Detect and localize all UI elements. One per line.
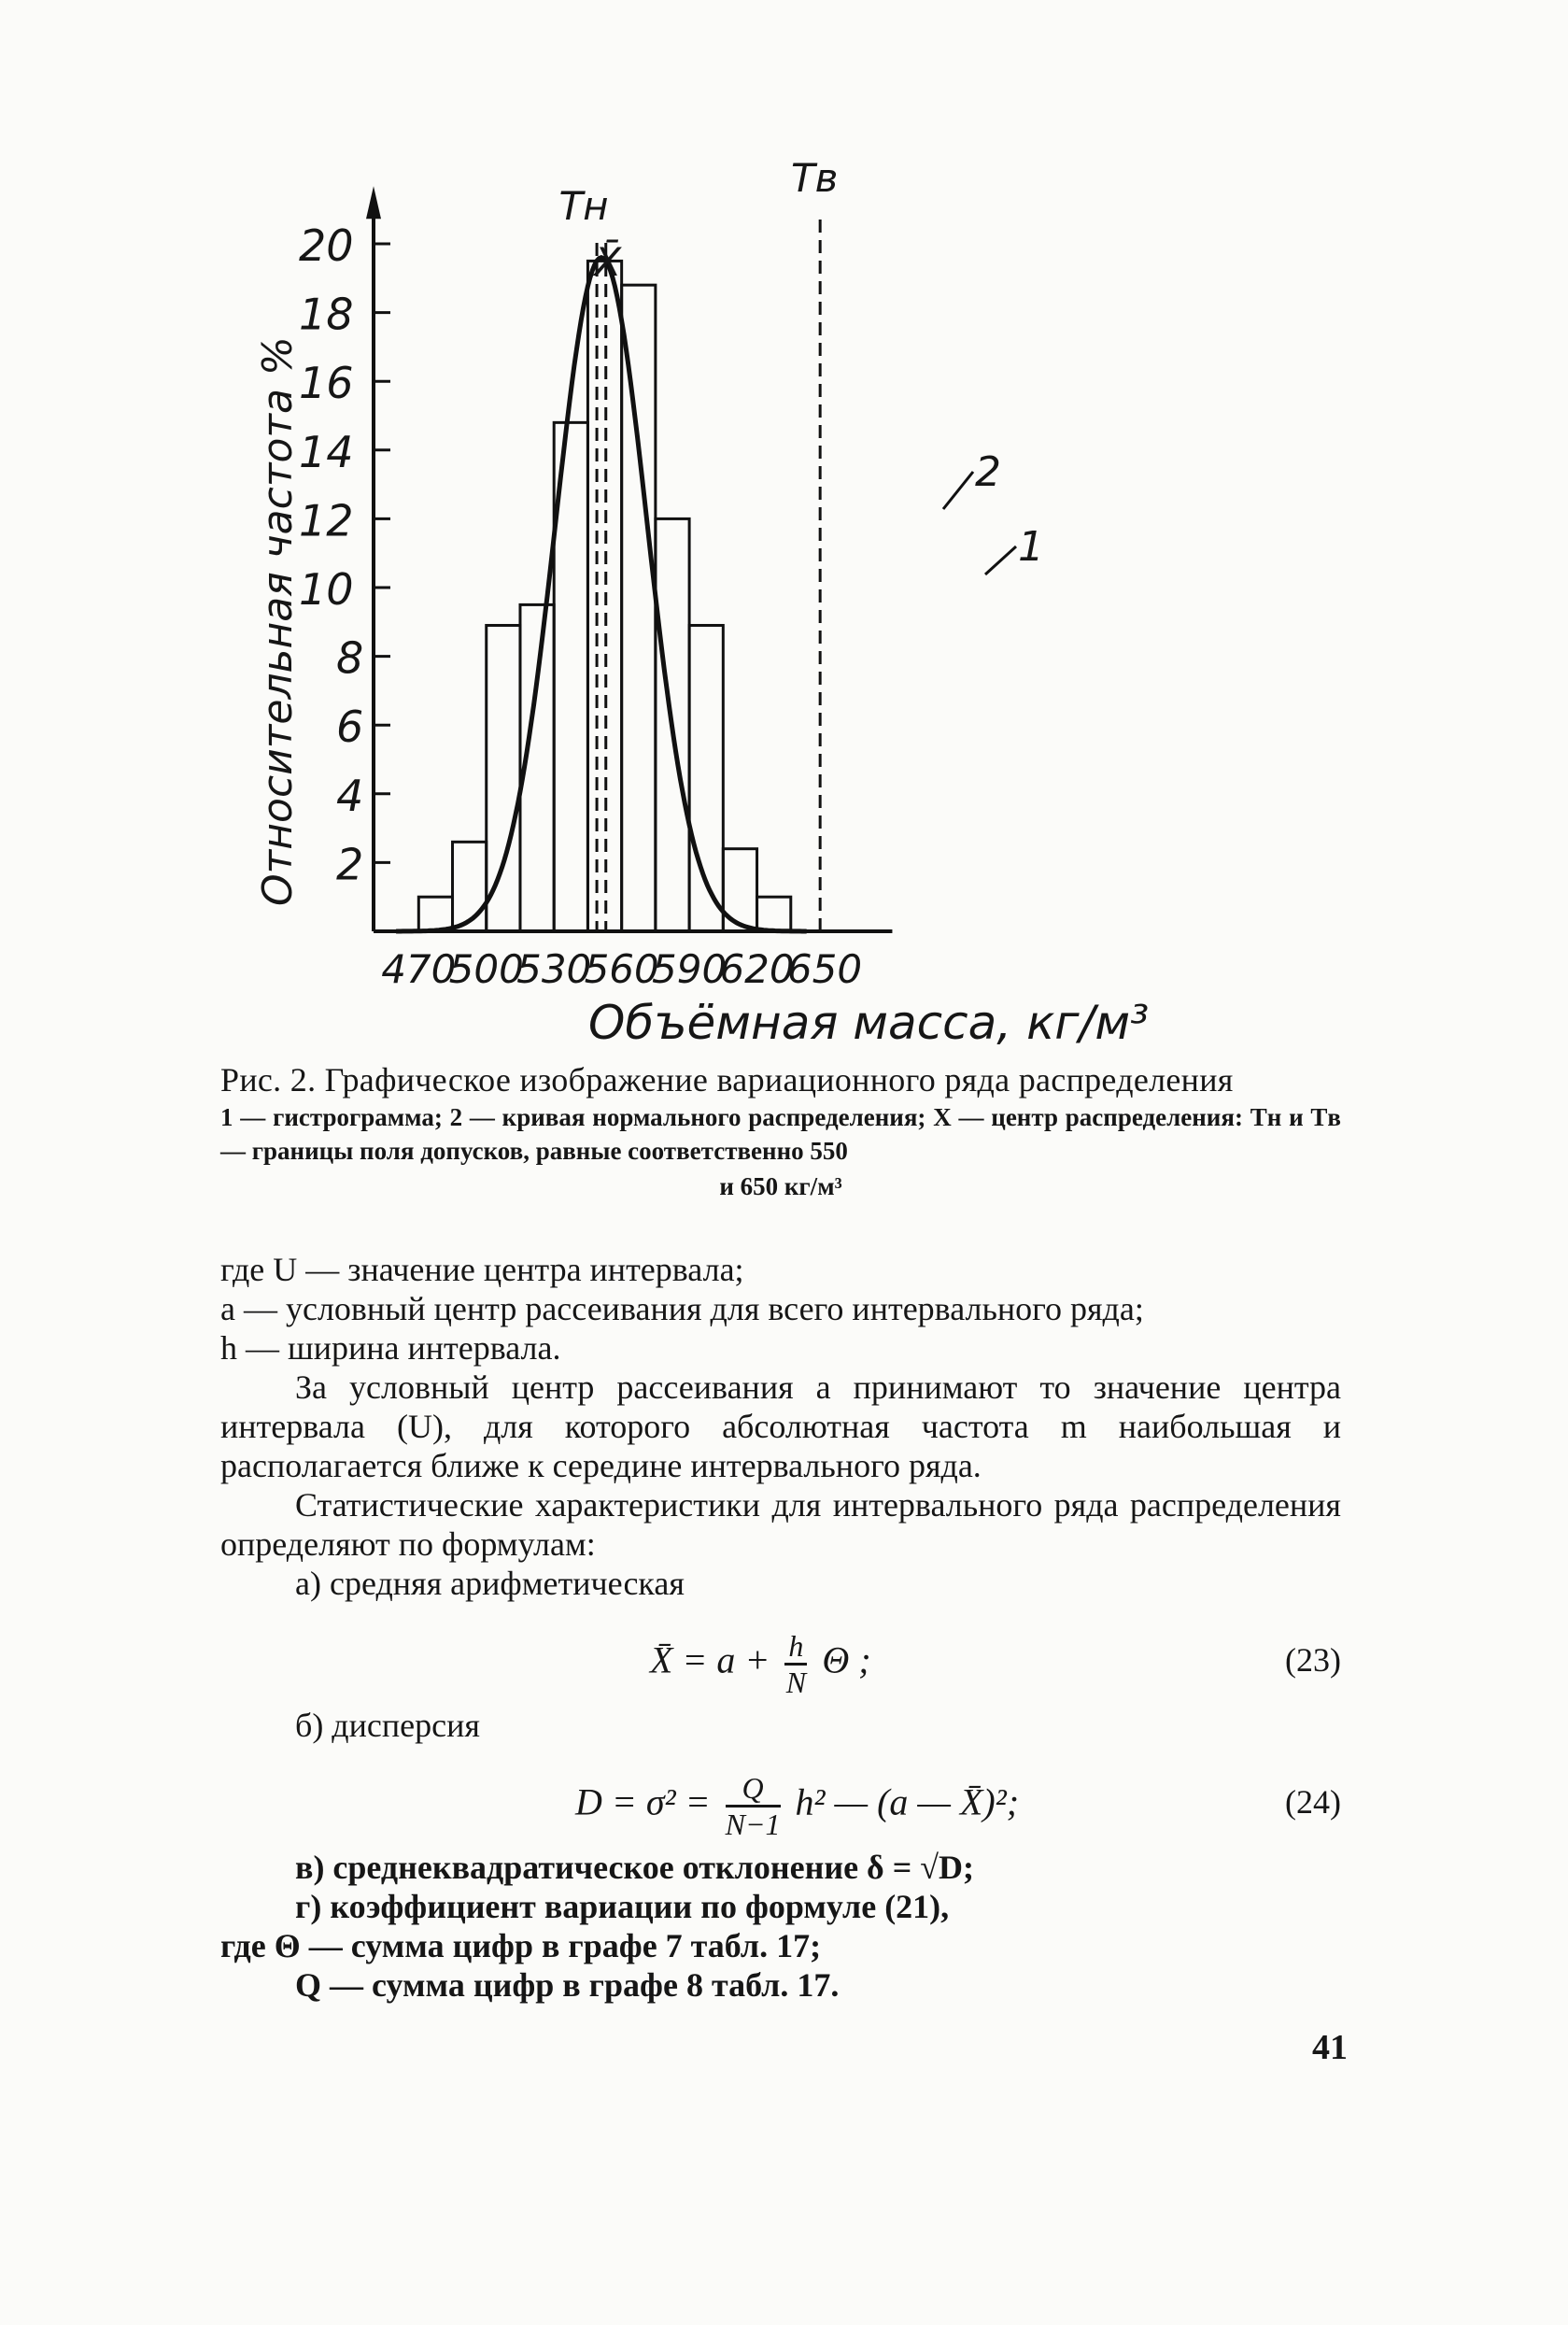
annotation-2-leader: [943, 472, 973, 509]
formula-24-fraction: [726, 1771, 781, 1841]
y-tick-label: 6: [336, 702, 364, 753]
y-tick-label: 18: [299, 289, 354, 340]
y-tick-label: 12: [299, 495, 354, 546]
formula-24-right: h² — (a — X̄)²;: [795, 1780, 1020, 1823]
histogram-bar: [487, 625, 520, 931]
y-tick-label: 14: [299, 426, 354, 477]
formula-24-number: (24): [1285, 1783, 1341, 1821]
formula-23-numerator: h: [784, 1629, 807, 1666]
x-tick-label: 530: [516, 946, 592, 992]
x-tick-label: 500: [448, 946, 524, 992]
x-tick-label: 560: [584, 946, 659, 992]
paragraph-stats: Статистические характеристики для интервального ряда распределения определяют по формулам:: [220, 1486, 1341, 1563]
vline-label: X̄: [594, 239, 622, 285]
histogram-bar: [418, 897, 452, 931]
formula-23-fraction: [784, 1629, 807, 1699]
formula-24-numerator: Q: [726, 1771, 781, 1808]
annotation-1-leader: [985, 546, 1016, 574]
formula-23-denominator: N: [785, 1666, 807, 1699]
item-cv: г) коэффициент вариации по формуле (21),: [295, 1888, 950, 1925]
formula-24: [220, 1745, 1341, 1848]
where-q: Q — сумма цифр в графе 8 табл. 17.: [295, 1966, 840, 2004]
y-tick-label: 10: [299, 564, 354, 615]
tolerance-lines: [559, 155, 839, 931]
formula-23-right: Θ ;: [822, 1638, 871, 1681]
formula-23-left: X̄ = a +: [650, 1638, 770, 1681]
histogram-figure: [0, 0, 1568, 1046]
y-axis-arrow: [366, 186, 381, 219]
y-tick-label: 4: [336, 770, 364, 821]
x-tick-label: 650: [786, 946, 863, 992]
annotation-2: 2: [975, 448, 1001, 496]
annotation-1: 1: [1018, 523, 1044, 571]
formula-23: [220, 1603, 1341, 1706]
body-text: [220, 1250, 1341, 2005]
x-axis-label: Объёмная масса, кг/м³: [588, 996, 1150, 1046]
figure-caption: [220, 1059, 1341, 1205]
y-tick-label: 2: [336, 839, 364, 890]
paragraph-center: За условный центр рассеивания a принимают то значение центра интервала (U), для которого абсолютная частота m наибольшая и располагается ближе к середине интервального ряда.: [220, 1368, 1341, 1484]
definition-h: h — ширина интервала.: [220, 1329, 561, 1367]
histogram-bar: [757, 897, 791, 931]
y-tick-label: 20: [299, 220, 354, 271]
caption-legend: 1 — гистрограмма; 2 — кривая нормального распределения; X — центр распределения: Tн и Tв — границы поля допусков, равные соответственно 550: [220, 1103, 1341, 1165]
item-variance: б) дисперсия: [295, 1707, 480, 1744]
formula-24-left: D = σ² =: [575, 1780, 711, 1823]
curve-annotations: [943, 448, 1044, 574]
x-tick-label: 590: [652, 946, 727, 992]
normal-curve: [396, 258, 807, 931]
y-tick-label: 16: [299, 358, 354, 409]
y-tick-label: 8: [336, 632, 364, 684]
y-axis-label: Относительная частота %: [254, 336, 302, 906]
histogram-bar: [622, 285, 656, 931]
formula-23-number: (23): [1285, 1641, 1341, 1679]
definition-a: a — условный центр рассеивания для всего интервального ряда;: [220, 1290, 1144, 1327]
axes: [366, 186, 892, 931]
where-theta: где Θ — сумма цифр в графе 7 табл. 17;: [220, 1927, 822, 1964]
caption-title: Рис. 2. Графическое изображение вариационного ряда распределения: [220, 1061, 1234, 1099]
formula-24-denominator: N−1: [725, 1808, 781, 1841]
caption-legend-end: и 650 кг/м³: [719, 1172, 842, 1200]
y-tick-labels: [299, 220, 390, 889]
vline-label: Tв: [790, 155, 839, 201]
item-std: в) среднеквадратическое отклонение δ = √D;: [295, 1849, 974, 1886]
vline-label: Tн: [558, 183, 609, 229]
item-mean: а) средняя арифметическая: [295, 1565, 685, 1602]
page-number: 41: [1312, 2028, 1348, 2067]
definition-u: где U — значение центра интервала;: [220, 1251, 744, 1288]
x-tick-labels: [381, 946, 862, 992]
x-tick-label: 470: [381, 946, 457, 992]
x-tick-label: 620: [719, 946, 795, 992]
